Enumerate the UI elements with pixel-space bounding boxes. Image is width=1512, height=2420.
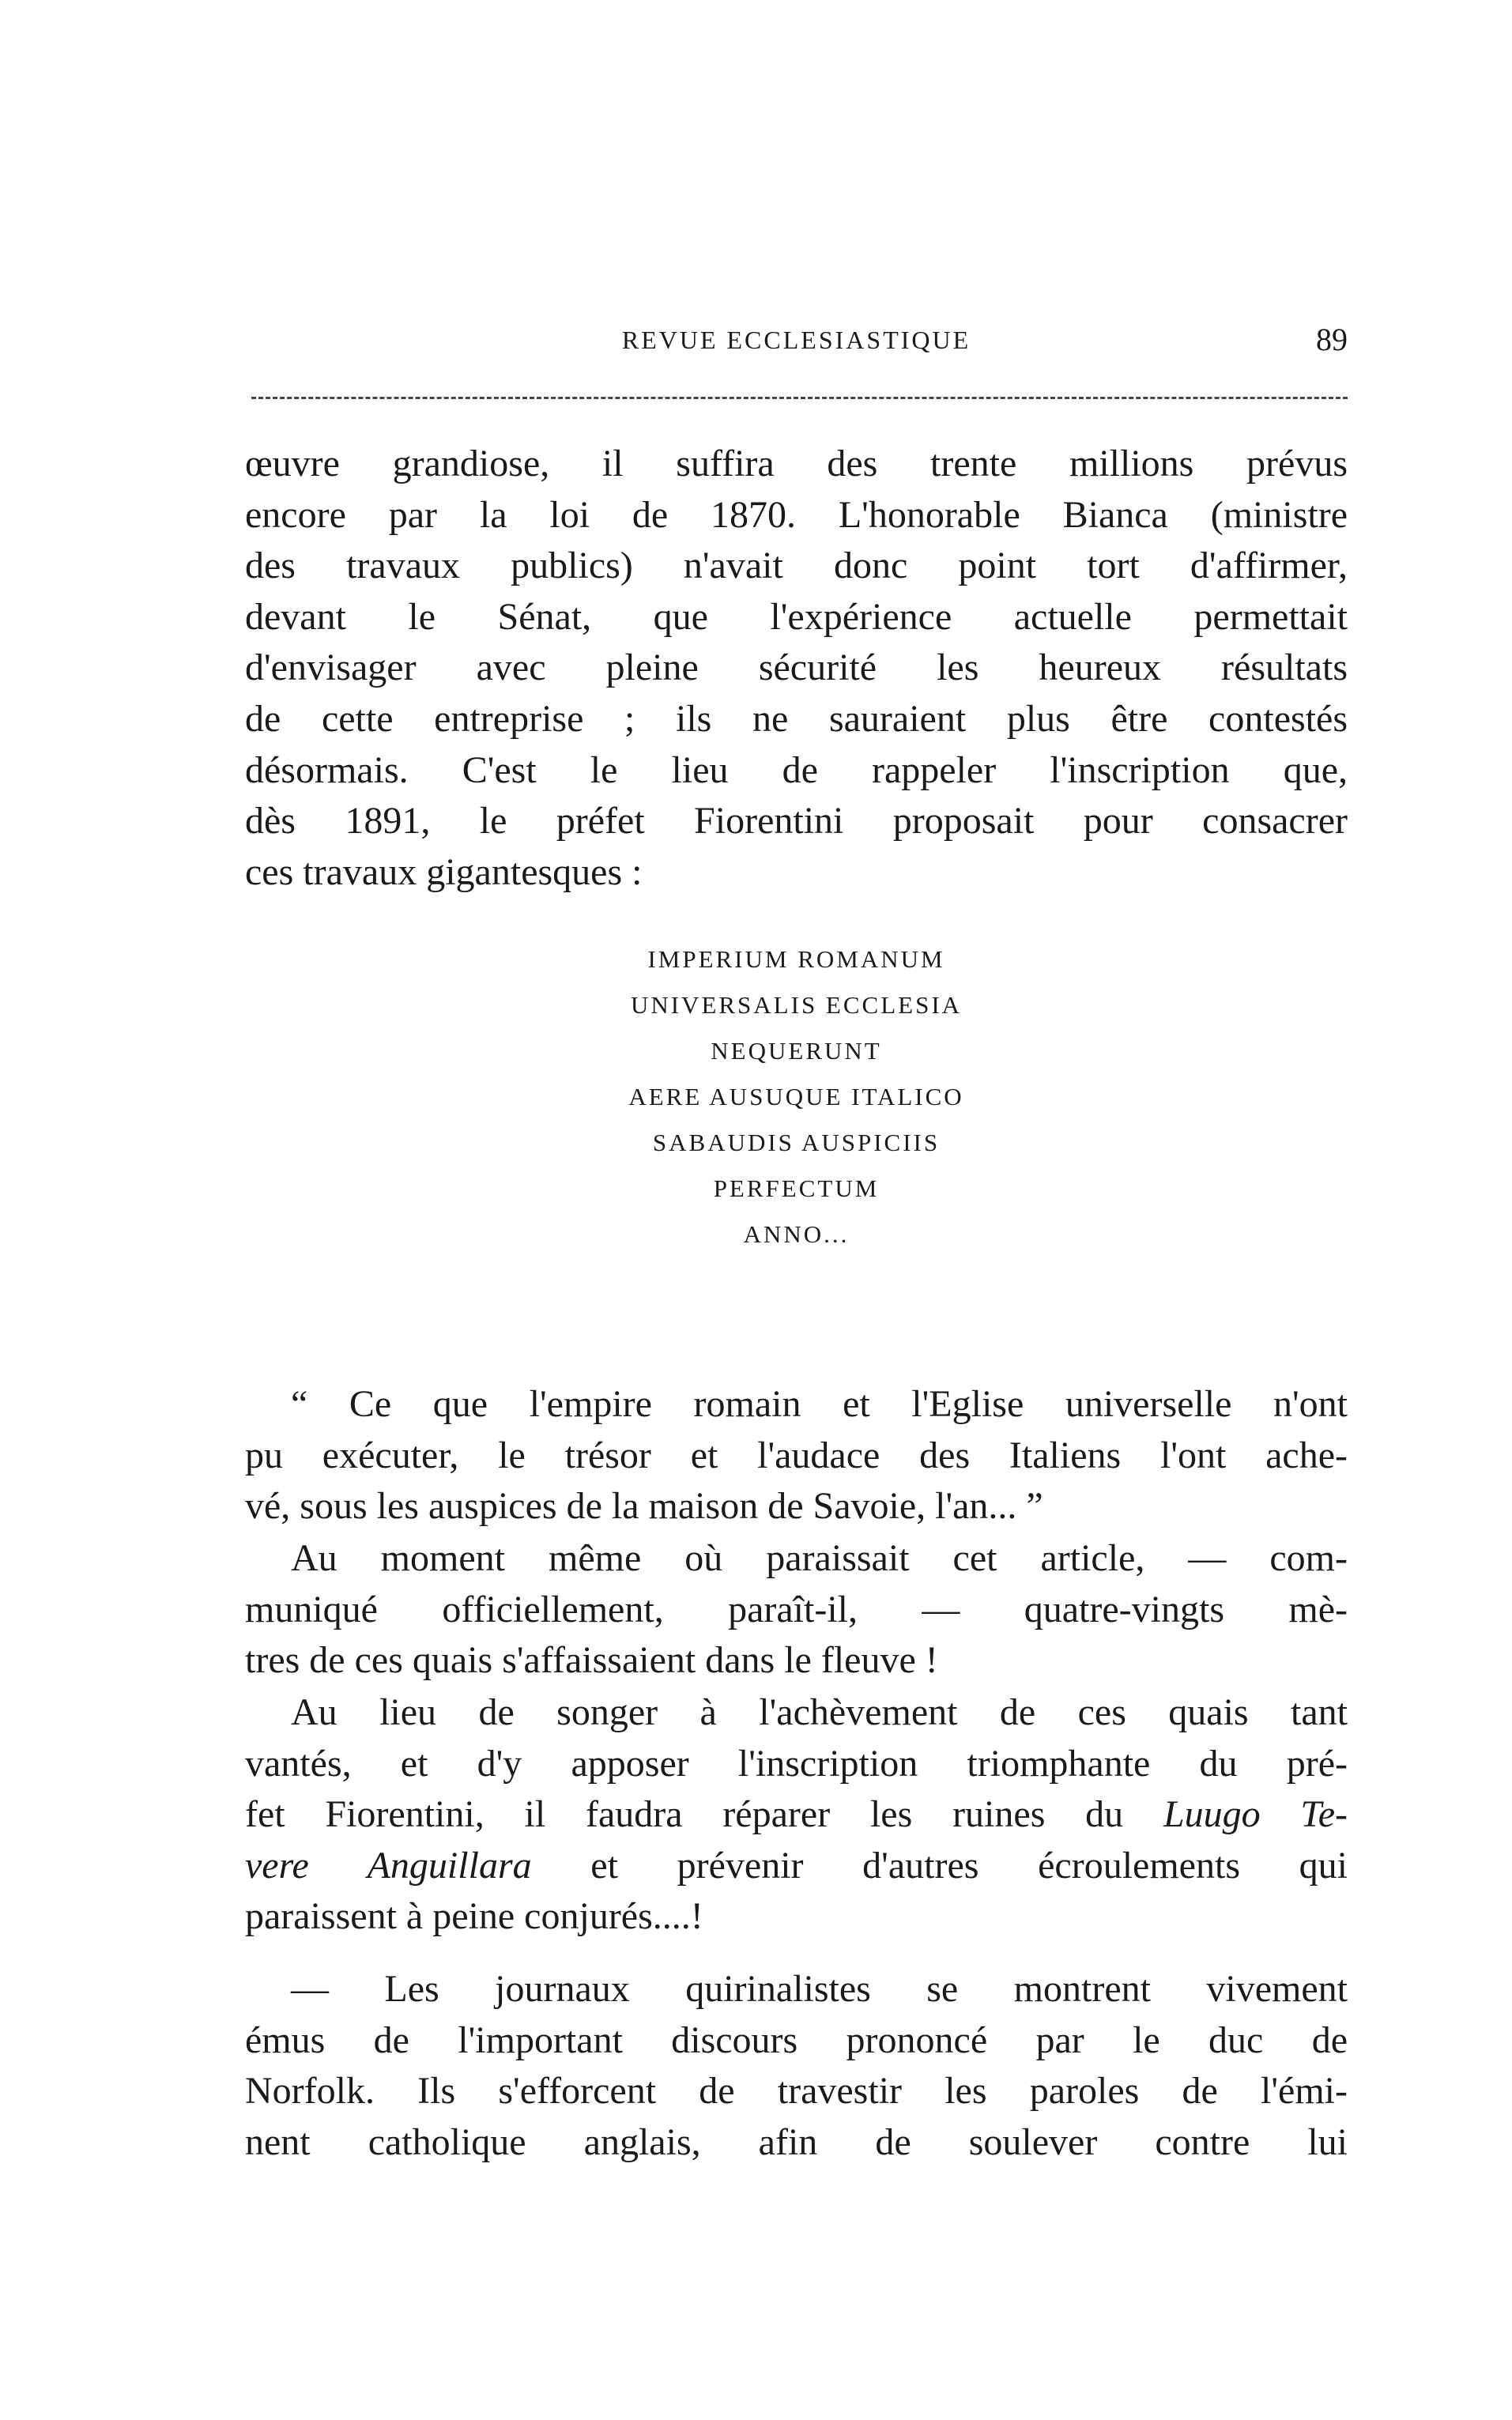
text-line: de cette entreprise ; ils ne sauraient plus être contestés xyxy=(245,697,1348,740)
text-line xyxy=(245,1789,1348,1841)
italic-place-name: vere Anguillara xyxy=(245,1844,532,1887)
text-line: pu exécuter, le trésor et l'audace des Italiens l'ont ache- xyxy=(245,1434,1348,1476)
text-line: Au moment même où paraissait cet article, — com- xyxy=(291,1537,1348,1579)
text-line: nent catholique anglais, afin de soulever contre lui xyxy=(245,2120,1348,2163)
text-line: vantés, et d'y apposer l'inscription triomphante du pré- xyxy=(245,1742,1348,1785)
paragraph-opening xyxy=(245,439,1348,898)
text-line: encore par la loi de 1870. L'honorable Bianca (ministre xyxy=(245,493,1348,536)
text-line: vé, sous les auspices de la maison de Savoie, l'an... ” xyxy=(245,1485,1043,1528)
italic-place-name: Luugo Te- xyxy=(1163,1793,1348,1836)
text-line: paraissent à peine conjurés....! xyxy=(245,1895,703,1938)
text-line: tres de ces quais s'affaissaient dans le fleuve ! xyxy=(245,1639,938,1682)
text-line: Norfolk. Ils s'efforcent de travestir les paroles de l'émi- xyxy=(245,2070,1348,2113)
text-line: œuvre grandiose, il suffira des trente millions prévus xyxy=(245,443,1348,484)
running-title: REVUE ECCLESIASTIQUE xyxy=(621,326,971,354)
paragraph-moment xyxy=(245,1533,1348,1687)
page-number: 89 xyxy=(1316,322,1348,357)
inscription-line: PERFECTUM xyxy=(713,1174,880,1202)
text-line: émus de l'important discours prononcé par le duc de xyxy=(245,2019,1348,2061)
text-line xyxy=(245,1841,1348,1892)
text-line: devant le Sénat, que l'expérience actuelle permettait xyxy=(245,595,1348,638)
text-line: ces travaux gigantesques : xyxy=(245,850,643,893)
text-line: — Les journaux quirinalistes se montrent vivement xyxy=(291,1968,1348,2010)
text-line: d'envisager avec pleine sécurité les heureux résultats xyxy=(245,646,1348,689)
text-line: désormais. C'est le lieu de rappeler l'inscription que, xyxy=(245,748,1348,791)
latin-inscription xyxy=(245,937,1348,1257)
inscription-line: ANNO... xyxy=(743,1220,850,1248)
text-line: muniqué officiellement, paraît-il, — quatre-vingts mè- xyxy=(245,1588,1348,1630)
text-segment: fet Fiorentini, il faudra réparer les ruines du xyxy=(245,1793,1124,1836)
page-header xyxy=(245,316,1348,364)
inscription-line: NEQUERUNT xyxy=(711,1037,882,1065)
text-segment: et prévenir d'autres écroulements qui xyxy=(590,1844,1348,1887)
inscription-line: UNIVERSALIS ECCLESIA xyxy=(630,991,963,1019)
paragraph-journaux xyxy=(245,1964,1348,2168)
header-rule xyxy=(251,397,1348,399)
inscription-line: AERE AUSUQUE ITALICO xyxy=(628,1083,964,1110)
inscription-line: IMPERIUM ROMANUM xyxy=(647,945,945,973)
paragraph-au-lieu xyxy=(245,1687,1348,1943)
text-line: Au lieu de songer à l'achèvement de ces quais tant xyxy=(291,1691,1348,1733)
inscription-line: SABAUDIS AUSPICIIS xyxy=(652,1129,941,1156)
text-line: “ Ce que l'empire romain et l'Eglise universelle n'ont xyxy=(291,1383,1348,1425)
text-line: des travaux publics) n'avait donc point tort d'affirmer, xyxy=(245,545,1348,587)
paragraph-translation xyxy=(245,1379,1348,1532)
text-line: dès 1891, le préfet Fiorentini proposait pour consacrer xyxy=(245,800,1348,842)
